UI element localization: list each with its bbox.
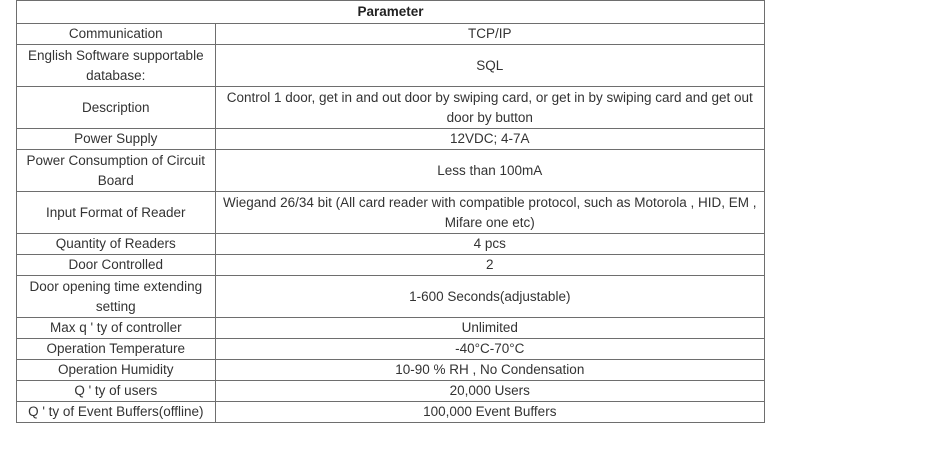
row-label: Door Controlled bbox=[17, 255, 216, 276]
row-label: Communication bbox=[17, 24, 216, 45]
table-row bbox=[17, 360, 765, 381]
row-label: Power Supply bbox=[17, 129, 216, 150]
table-row bbox=[17, 381, 765, 402]
table-row bbox=[17, 339, 765, 360]
row-label: Q ' ty of Event Buffers(offline) bbox=[17, 402, 216, 423]
row-value: Unlimited bbox=[215, 318, 764, 339]
row-label: Input Format of Reader bbox=[17, 192, 216, 234]
row-value: SQL bbox=[215, 45, 764, 87]
table-row bbox=[17, 150, 765, 192]
table-row bbox=[17, 402, 765, 423]
table-row bbox=[17, 45, 765, 87]
table-row bbox=[17, 276, 765, 318]
table-row bbox=[17, 318, 765, 339]
row-value: 100,000 Event Buffers bbox=[215, 402, 764, 423]
row-value: 1-600 Seconds(adjustable) bbox=[215, 276, 764, 318]
row-value: TCP/IP bbox=[215, 24, 764, 45]
row-value: 4 pcs bbox=[215, 234, 764, 255]
row-value: 10-90 % RH , No Condensation bbox=[215, 360, 764, 381]
row-value: Control 1 door, get in and out door by swiping card, or get in by swiping card and get out door by button bbox=[215, 87, 764, 129]
row-label: Operation Temperature bbox=[17, 339, 216, 360]
row-value: 12VDC; 4-7A bbox=[215, 129, 764, 150]
row-label: Operation Humidity bbox=[17, 360, 216, 381]
row-value: -40°C-70°C bbox=[215, 339, 764, 360]
row-value: Wiegand 26/34 bit (All card reader with compatible protocol, such as Motorola , HID, EM , Mifare one etc) bbox=[215, 192, 764, 234]
table-header: Parameter bbox=[17, 1, 765, 24]
row-value: 20,000 Users bbox=[215, 381, 764, 402]
row-label: Max q ' ty of controller bbox=[17, 318, 216, 339]
row-value: 2 bbox=[215, 255, 764, 276]
table-header-row bbox=[17, 1, 765, 24]
table-row bbox=[17, 129, 765, 150]
row-label: Q ' ty of users bbox=[17, 381, 216, 402]
table-row bbox=[17, 87, 765, 129]
row-label: English Software supportable database: bbox=[17, 45, 216, 87]
table-row bbox=[17, 234, 765, 255]
table-row bbox=[17, 192, 765, 234]
row-label: Power Consumption of Circuit Board bbox=[17, 150, 216, 192]
row-label: Description bbox=[17, 87, 216, 129]
table-row bbox=[17, 255, 765, 276]
row-label: Quantity of Readers bbox=[17, 234, 216, 255]
row-value: Less than 100mA bbox=[215, 150, 764, 192]
parameter-table bbox=[16, 0, 765, 423]
row-label: Door opening time extending setting bbox=[17, 276, 216, 318]
table-row bbox=[17, 24, 765, 45]
